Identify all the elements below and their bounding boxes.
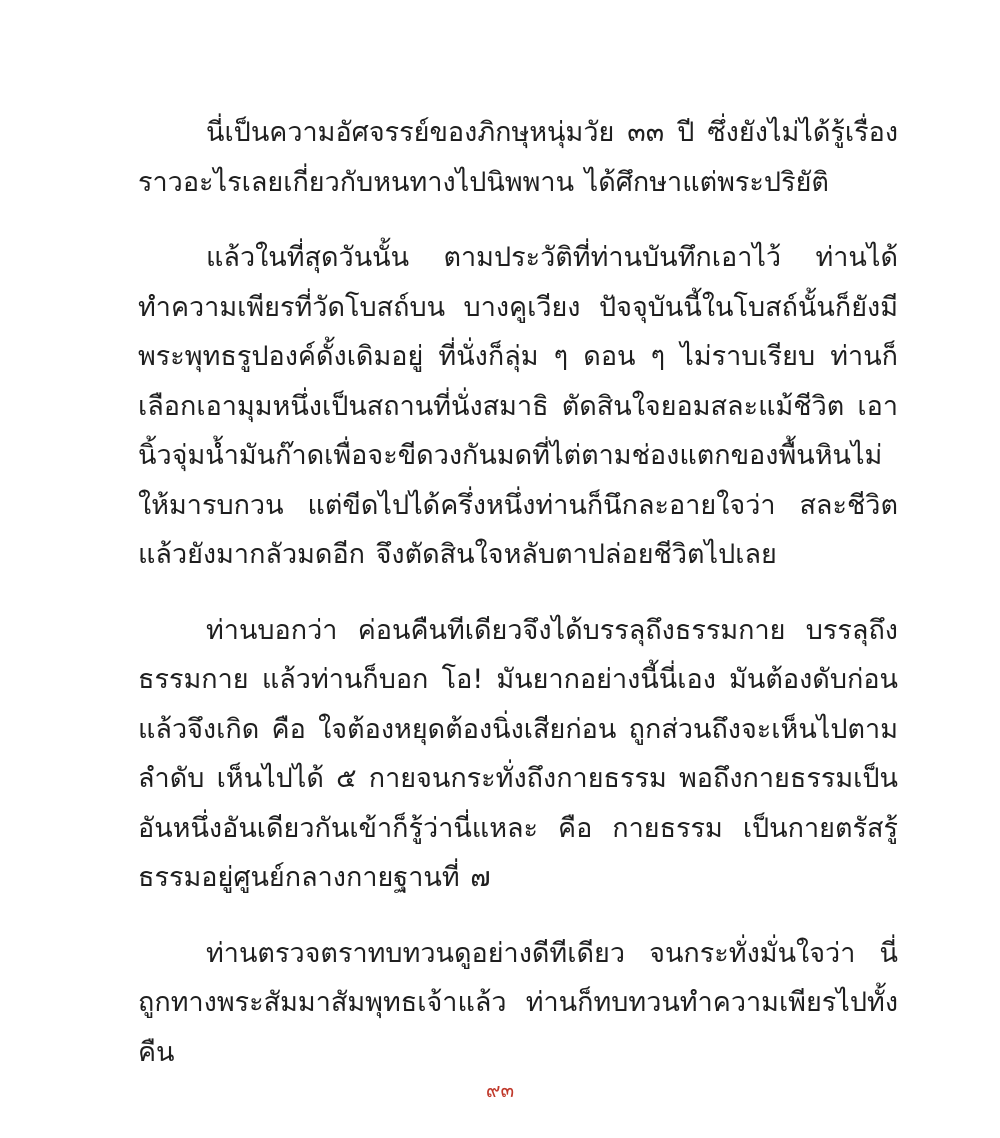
- paragraph-2: แล้วในที่สุดวันนั้น ตามประวัติที่ท่านบันทึกเอาไว้ ท่านได้ทำความเพียรที่วัดโบสถ์บน บางคูเวียง ปัจจุบันนี้ในโบสถ์นั้นก็ยังมีพระพุทธรูปองค์ดั้งเดิมอยู่ ที่นั่งก็ลุ่ม ๆ ดอน ๆ ไม่ราบเรียบ ท่านก็เลือกเอามุมหนึ่งเป็นสถานที่นั่งสมาธิ ตัดสินใจยอมสละแม้ชีวิต เอานิ้วจุ่มน้ำมันก๊าดเพื่อจะขีดวงกันมดที่ไต่ตามช่องแตกของพื้นหินไม่ให้มารบกวน แต่ขีดไปได้ครึ่งหนึ่งท่านก็นึกละอายใจว่า สละชีวิตแล้วยังมากลัวมดอีก จึงตัดสินใจหลับตาปล่อยชีวิตไปเลย: [138, 242, 898, 570]
- paragraph-4: ท่านตรวจตราทบทวนดูอย่างดีทีเดียว จนกระทั่งมั่นใจว่า นี่ถูกทางพระสัมมาสัมพุทธเจ้าแล้ว ท่านก็ทบทวนทำความเพียรไปทั้งคืน: [138, 937, 898, 1068]
- body-text: [138, 108, 898, 1103]
- paragraph-1: นี่เป็นความอัศจรรย์ของภิกษุหนุ่มวัย ๓๓ ปี ซึ่งยังไม่ได้รู้เรื่องราวอะไรเลยเกี่ยวกับหนทางไปนิพพาน ได้ศึกษาแต่พระปริยัติ: [138, 117, 898, 198]
- paragraph-3: ท่านบอกว่า ค่อนคืนทีเดียวจึงได้บรรลุถึงธรรมกาย บรรลุถึงธรรมกาย แล้วท่านก็บอก โอ! มันยากอย่างนี้นี่เอง มันต้องดับก่อนแล้วจึงเกิด คือ ใจต้องหยุดต้องนิ่งเสียก่อน ถูกส่วนถึงจะเห็นไปตามลำดับ เห็นไปได้ ๕ กายจนกระทั่งถึงกายธรรม พอถึงกายธรรมเป็นอันหนึ่งอันเดียวกันเข้าก็รู้ว่านี่แหละ คือ กายธรรม เป็นกายตรัสรู้ธรรมอยู่ศูนย์กลางกายฐานที่ ๗: [138, 614, 898, 893]
- page-number: ๙๓: [485, 1078, 515, 1102]
